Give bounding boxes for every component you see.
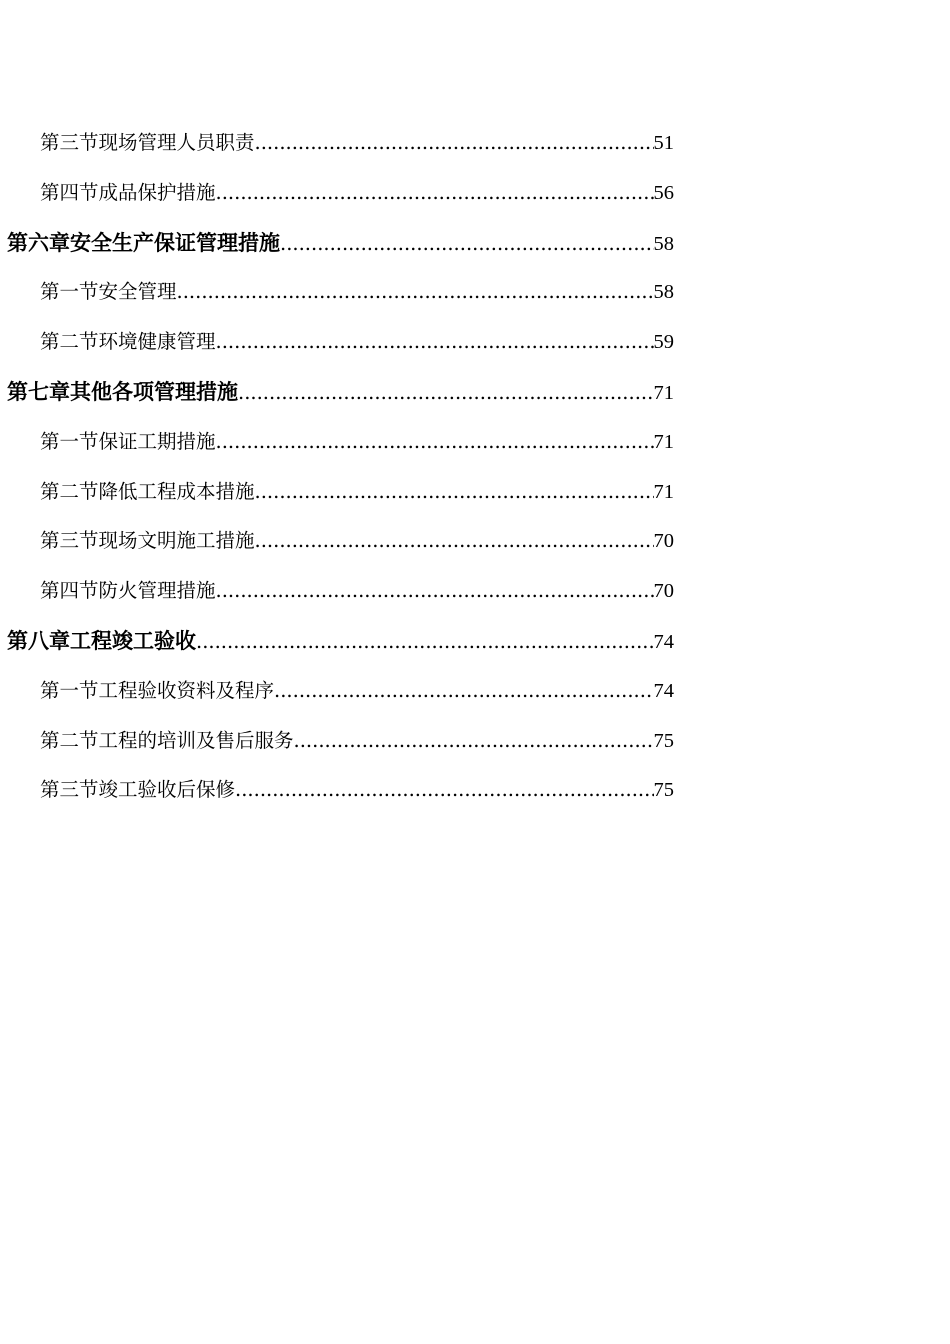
toc-entry-section[interactable] [40,127,674,177]
toc-entry-section[interactable] [40,326,674,376]
dot-leader [177,280,654,303]
toc-entry-page-number: 74 [653,679,674,702]
toc-entry-page-number: 59 [653,331,674,354]
dot-leader [255,480,654,503]
toc-entry-title: 环境健康管理 [98,330,216,354]
toc-entry-section[interactable] [40,476,674,526]
toc-entry-title: 竣工验收后保修 [98,778,236,802]
dot-leader [216,579,654,602]
toc-entry-number: 第八章 [7,627,70,653]
toc-entry-section[interactable] [40,725,674,775]
toc-entry-page-number: 71 [653,430,674,453]
dot-leader [280,232,654,255]
toc-entry-number: 第三节 [40,778,99,802]
toc-entry-page-number: 74 [653,630,674,653]
toc-entry-number: 第七章 [7,378,70,404]
dot-leader [294,729,654,752]
dot-leader [216,181,654,204]
toc-entry-section[interactable] [40,177,674,227]
toc-entry-chapter[interactable] [7,376,674,426]
toc-entry-section[interactable] [40,426,674,476]
toc-entry-section[interactable] [40,575,674,625]
table-of-contents [0,127,950,824]
toc-entry-title: 工程验收资料及程序 [98,678,275,702]
toc-entry-number: 第四节 [40,579,99,603]
dot-leader [238,381,654,404]
toc-entry-number: 第三节 [40,529,99,553]
toc-entry-page-number: 75 [653,729,674,752]
toc-entry-title: 现场管理人员职责 [98,131,255,154]
toc-entry-page-number: 56 [653,181,674,204]
toc-entry-title: 成品保护措施 [98,180,216,204]
toc-entry-page-number: 75 [653,779,674,802]
toc-entry-page-number: 70 [653,530,674,553]
toc-entry-section[interactable] [40,525,674,575]
toc-entry-title: 降低工程成本措施 [98,479,255,503]
toc-entry-title: 安全生产保证管理措施 [70,229,280,255]
toc-entry-number: 第一节 [40,280,99,304]
dot-leader [255,131,654,154]
toc-entry-number: 第二节 [40,728,99,752]
toc-entry-page-number: 70 [653,580,674,603]
toc-entry-number: 第四节 [40,180,99,204]
toc-entry-number: 第二节 [40,330,99,354]
toc-entry-page-number: 71 [653,381,674,404]
toc-entry-page-number: 71 [653,480,674,503]
toc-entry-number: 第一节 [40,678,99,702]
toc-entry-number: 第一节 [40,429,99,453]
toc-entry-title: 其他各项管理措施 [70,378,238,404]
toc-entry-section[interactable] [40,276,674,326]
toc-entry-title: 工程的培训及售后服务 [98,728,294,752]
toc-entry-chapter[interactable] [7,227,674,277]
dot-leader [196,630,654,653]
toc-entry-page-number: 58 [653,232,674,255]
dot-leader [216,430,654,453]
toc-entry-chapter[interactable] [7,625,674,675]
dot-leader [255,529,654,552]
toc-entry-page-number: 51 [653,132,674,154]
toc-entry-title: 工程竣工验收 [70,627,196,653]
toc-entry-number: 第二节 [40,479,99,503]
dot-leader [235,778,653,801]
toc-entry-number: 第三节 [40,131,99,154]
toc-entry-title: 现场文明施工措施 [98,529,255,553]
toc-entry-title: 安全管理 [98,280,177,304]
toc-entry-section[interactable] [40,774,674,824]
dot-leader [216,330,654,353]
dot-leader [274,679,653,702]
toc-entry-title: 防火管理措施 [98,579,216,603]
toc-entry-title: 保证工期措施 [98,429,216,453]
toc-entry-number: 第六章 [7,229,70,255]
toc-entry-page-number: 58 [653,281,674,304]
toc-entry-section[interactable] [40,675,674,725]
